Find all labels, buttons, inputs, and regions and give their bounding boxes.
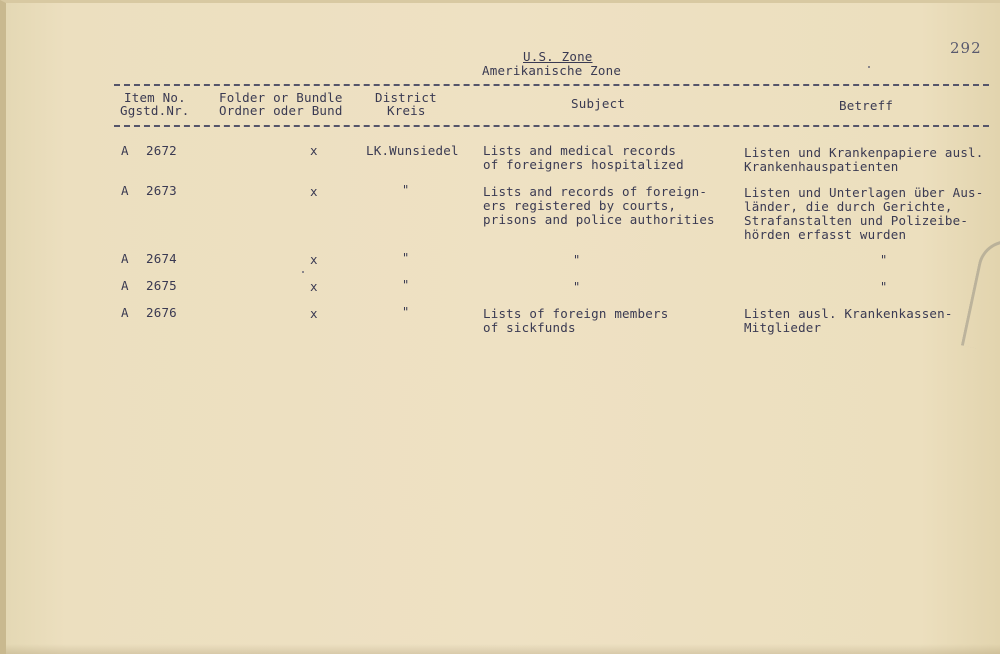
district-ditto: " — [402, 278, 410, 292]
header-top-rule — [114, 84, 989, 86]
subject-line: of foreigners hospitalized — [483, 157, 684, 172]
district-ditto: " — [402, 183, 410, 197]
header-betreff: Betreff — [839, 98, 894, 113]
subject-line: Lists and records of foreign- — [483, 184, 708, 199]
item-number: 2672 — [146, 143, 177, 158]
zone-title: U.S. Zone — [523, 49, 593, 64]
subject-ditto: " — [573, 253, 581, 267]
district: LK.Wunsiedel — [366, 143, 459, 158]
bundle-mark: x — [310, 252, 318, 267]
header-subject: Subject — [571, 96, 626, 111]
subject-line: Lists of foreign members — [483, 306, 669, 321]
paper-speck — [302, 271, 304, 273]
bundle-mark: x — [310, 279, 318, 294]
header-folder-en: Folder or Bundle — [219, 90, 343, 105]
item-number: 2673 — [146, 183, 177, 198]
header-item-en: Item No. — [124, 90, 186, 105]
item-number: 2676 — [146, 305, 177, 320]
item-number: 2674 — [146, 251, 177, 266]
betreff-line: Krankenhauspatienten — [744, 159, 899, 174]
subject-line: prisons and police authorities — [483, 212, 715, 227]
item-number: 2675 — [146, 278, 177, 293]
betreff-line: Strafanstalten und Polizeibe- — [744, 213, 969, 228]
subject-line: ers registered by courts, — [483, 198, 677, 213]
paper-clip-shadow — [961, 235, 1000, 357]
item-letter: A — [121, 305, 129, 320]
header-district-de: Kreis — [387, 103, 426, 118]
betreff-line: länder, die durch Gerichte, — [744, 199, 953, 214]
subject-line: Lists and medical records — [483, 143, 677, 158]
betreff-line: Listen und Krankenpapiere ausl. — [744, 145, 984, 160]
bundle-mark: x — [310, 184, 318, 199]
item-letter: A — [121, 251, 129, 266]
betreff-line: Mitglieder — [744, 320, 822, 335]
bundle-mark: x — [310, 143, 318, 158]
header-bottom-rule — [114, 125, 989, 127]
header-district-en: District — [375, 90, 437, 105]
item-letter: A — [121, 143, 129, 158]
bundle-mark: x — [310, 306, 318, 321]
paper-speck — [868, 66, 870, 68]
betreff-ditto: " — [880, 280, 888, 294]
item-letter: A — [121, 278, 129, 293]
betreff-line: Listen und Unterlagen über Aus- — [744, 185, 984, 200]
header-folder-de: Ordner oder Bund — [219, 103, 343, 118]
betreff-line: hörden erfasst wurden — [744, 227, 907, 242]
item-letter: A — [121, 183, 129, 198]
subject-line: of sickfunds — [483, 320, 576, 335]
header-item-de: Ggstd.Nr. — [120, 103, 190, 118]
betreff-ditto: " — [880, 253, 888, 267]
subject-ditto: " — [573, 280, 581, 294]
district-ditto: " — [402, 305, 410, 319]
zone-subtitle: Amerikanische Zone — [482, 63, 622, 78]
betreff-line: Listen ausl. Krankenkassen- — [744, 306, 953, 321]
district-ditto: " — [402, 251, 410, 265]
page-number: 292 — [950, 39, 982, 57]
